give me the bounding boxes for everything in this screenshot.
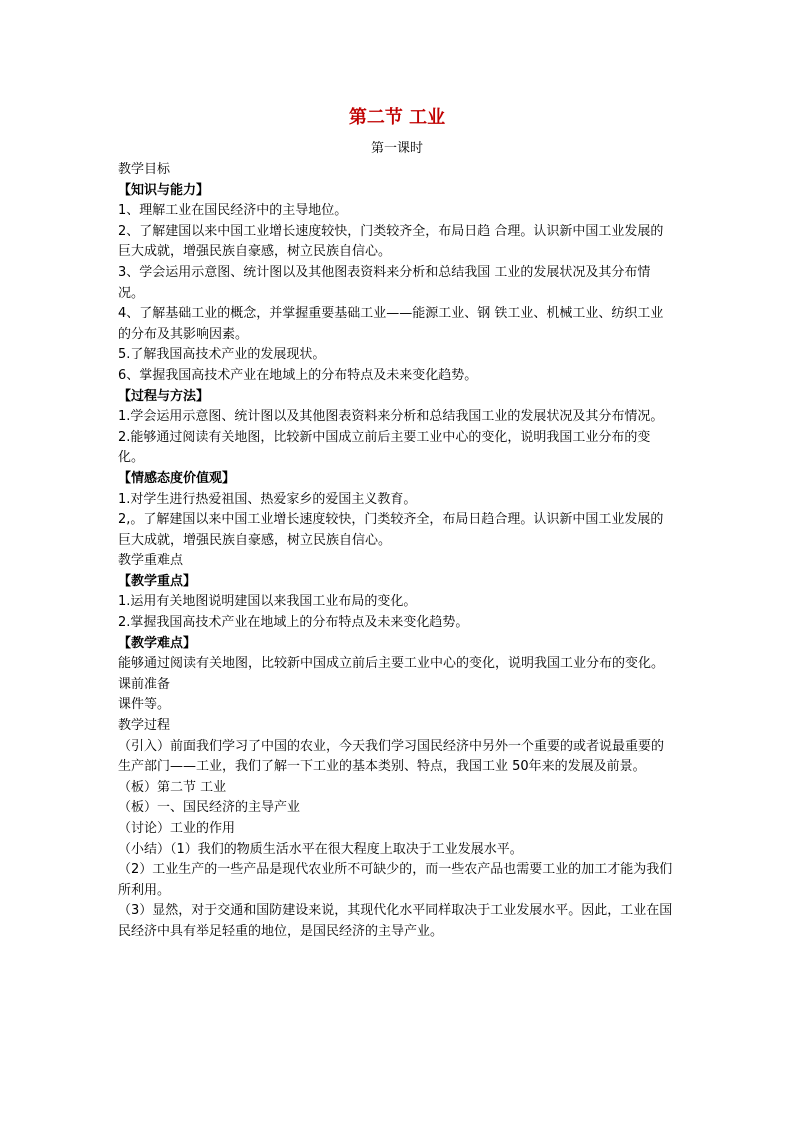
paragraph: （3）显然，对于交通和国防建设来说，其现代化水平同样取决于工业发展水平。因此，工业在国民经济中具有举足轻重的地位，是国民经济的主导产业。 [118,903,673,939]
paragraph: 1.对学生进行热爱祖国、热爱家乡的爱国主义教育。 [118,491,417,507]
paragraph: 3、学会运用示意图、统计图以及其他图表资料来分析和总结我国 工业的发展状况及其分布情况。 [118,264,651,301]
heading: 教学重难点 [118,553,184,569]
heading: 课前准备 [118,676,171,692]
paragraph: （引入）前面我们学习了中国的农业，今天我们学习国民经济中另外一个重要的或者说最重要的生产部门——工业，我们了解一下工业的基本类别、特点，我国工业 50年来的发展及前景。 [118,738,665,775]
document-page [118,104,676,943]
page-subtitle: 第一课时 [370,141,423,156]
paragraph: 2,。了解建国以来中国工业增长速度较快，门类较齐全，布局日趋合理。认识新中国工业发展的巨大成就，增强民族自豪感，树立民族自信心。 [118,512,664,548]
paragraph: 1、理解工业在国民经济中的主导地位。 [118,203,348,219]
paragraph: 4、了解基础工业的概念，并掌握重要基础工业——能源工业、钢 铁工业、机械工业、纺织工业的分布及其影响因素。 [118,306,664,342]
paragraph: （讨论）工业的作用 [118,821,236,836]
section-heading: 【过程与方法】 [118,388,210,404]
paragraph: 2.掌握我国高技术产业在地域上的分布特点及未来变化趋势。 [118,615,469,631]
heading: 教学目标 [118,162,171,177]
paragraph: 课件等。 [118,697,171,713]
paragraph: （板）第二节 工业 [118,779,227,795]
paragraph: （2）工业生产的一些产品是现代农业所不可缺少的，而一些农产品也需要工业的加工才能为我们所利用。 [118,862,673,898]
page-title: 第二节 工业 [348,107,446,128]
paragraph: 能够通过阅读有关地图，比较新中国成立前后主要工业中心的变化，说明我国工业分布的变化。 [118,656,665,672]
paragraph: 1.运用有关地图说明建国以来我国工业布局的变化。 [118,594,417,610]
paragraph: （板）一、国民经济的主导产业 [118,800,301,816]
paragraph: 1.学会运用示意图、统计图以及其他图表资料来分析和总结我国工业的发展状况及其分布情况。 [118,409,664,425]
paragraph: （小结）（1）我们的物质生活水平在很大程度上取决于工业发展水平。 [118,841,523,857]
paragraph: 2.能够通过阅读有关地图，比较新中国成立前后主要工业中心的变化，说明我国工业分布的变化。 [118,429,651,466]
paragraph: 5.了解我国高技术产业的发展现状。 [118,347,326,363]
heading: 教学过程 [118,718,171,734]
section-heading: 【情感态度价值观】 [118,470,236,486]
section-heading: 【教学重点】 [118,573,197,589]
paragraph: 2、了解建国以来中国工业增长速度较快，门类较齐全，布局日趋 合理。认识新中国工业发展的巨大成就，增强民族自豪感，树立民族自信心。 [118,223,664,260]
section-heading: 【知识与能力】 [118,182,210,198]
section-heading: 【教学难点】 [118,635,197,651]
document-body [118,160,676,943]
paragraph: 6、掌握我国高技术产业在地域上的分布特点及未来变化趋势。 [118,367,478,383]
